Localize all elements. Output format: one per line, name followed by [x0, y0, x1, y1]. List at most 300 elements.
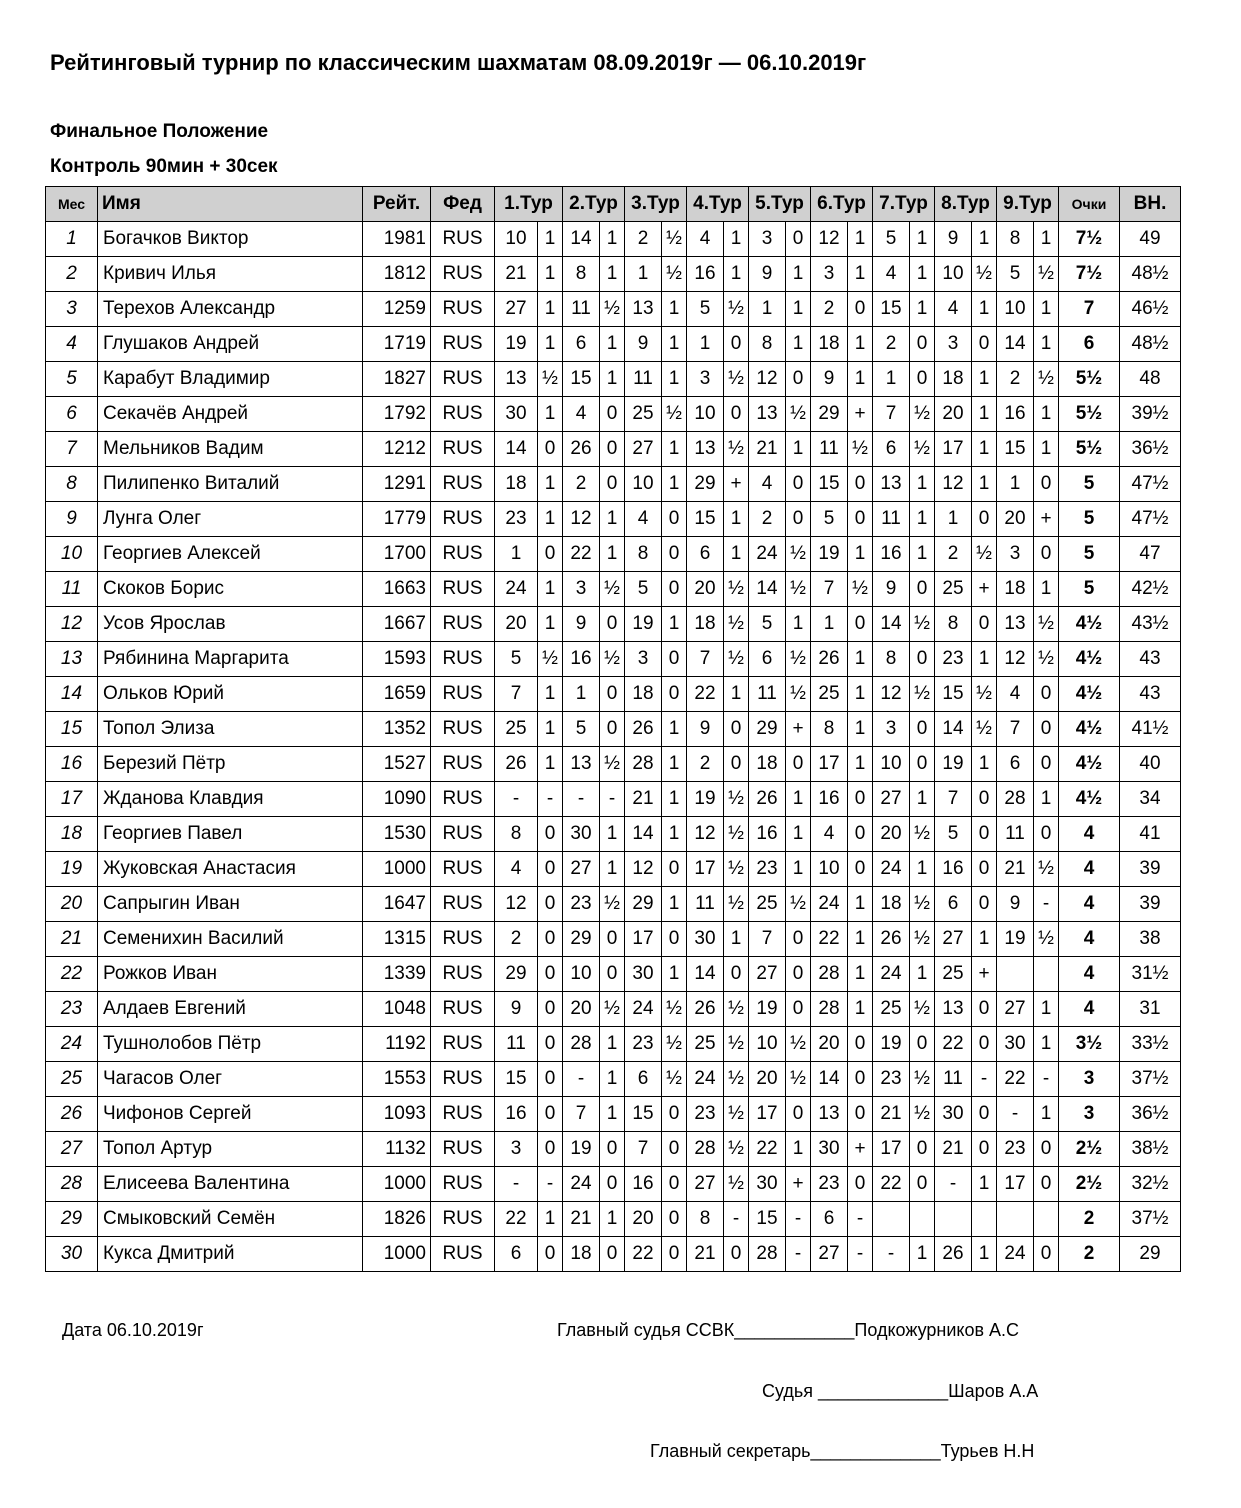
result-cell: 0: [662, 1237, 687, 1272]
points-cell: 5: [1059, 572, 1120, 607]
opponent-cell: 23: [811, 1167, 848, 1202]
result-cell: 0: [972, 502, 997, 537]
result-cell: ½: [538, 362, 563, 397]
result-cell: 0: [538, 1062, 563, 1097]
table-row: [46, 537, 1181, 572]
result-cell: ½: [662, 992, 687, 1027]
opponent-cell: 17: [749, 1097, 786, 1132]
opponent-cell: 12: [997, 642, 1034, 677]
result-cell: +: [1034, 502, 1059, 537]
opponent-cell: 24: [873, 957, 910, 992]
footer-judge: Судья _____________Шаров А.А: [762, 1381, 1039, 1401]
rating-cell: 1527: [363, 747, 431, 782]
opponent-cell: -: [997, 1097, 1034, 1132]
opponent-cell: 4: [811, 817, 848, 852]
opponent-cell: 2: [749, 502, 786, 537]
federation-cell: RUS: [431, 1167, 495, 1202]
place-cell: 9: [46, 502, 98, 537]
opponent-cell: 10: [935, 257, 972, 292]
table-row: [46, 1237, 1181, 1272]
result-cell: ½: [724, 852, 749, 887]
result-cell: ½: [724, 432, 749, 467]
points-cell: 5½: [1059, 432, 1120, 467]
points-cell: 5½: [1059, 362, 1120, 397]
result-cell: -: [1034, 887, 1059, 922]
result-cell: 0: [1034, 1132, 1059, 1167]
opponent-cell: 9: [687, 712, 724, 747]
result-cell: 1: [662, 362, 687, 397]
player-name-cell: Рожков Иван: [98, 957, 363, 992]
place-cell: 11: [46, 572, 98, 607]
tiebreak-cell: 32½: [1120, 1167, 1181, 1202]
place-cell: 3: [46, 292, 98, 327]
opponent-cell: 27: [811, 1237, 848, 1272]
opponent-cell: 22: [935, 1027, 972, 1062]
rating-cell: 1291: [363, 467, 431, 502]
federation-cell: RUS: [431, 642, 495, 677]
player-name-cell: Карабут Владимир: [98, 362, 363, 397]
opponent-cell: 4: [687, 222, 724, 257]
table-row: [46, 887, 1181, 922]
opponent-cell: 4: [563, 397, 600, 432]
player-name-cell: Богачков Виктор: [98, 222, 363, 257]
result-cell: 1: [786, 257, 811, 292]
table-row: [46, 362, 1181, 397]
opponent-cell: [997, 957, 1034, 992]
tiebreak-cell: 39: [1120, 887, 1181, 922]
result-cell: ½: [786, 1062, 811, 1097]
opponent-cell: 8: [749, 327, 786, 362]
opponent-cell: 18: [563, 1237, 600, 1272]
result-cell: ½: [786, 397, 811, 432]
result-cell: 0: [786, 922, 811, 957]
federation-cell: RUS: [431, 677, 495, 712]
opponent-cell: 9: [873, 572, 910, 607]
rating-cell: 1000: [363, 1167, 431, 1202]
player-name-cell: Жуковская Анастасия: [98, 852, 363, 887]
result-cell: ½: [786, 537, 811, 572]
opponent-cell: 8: [495, 817, 538, 852]
result-cell: 1: [910, 467, 935, 502]
result-cell: ½: [910, 887, 935, 922]
federation-cell: RUS: [431, 1062, 495, 1097]
result-cell: 1: [538, 222, 563, 257]
federation-cell: RUS: [431, 782, 495, 817]
footer-date: Дата 06.10.2019г: [62, 1320, 204, 1340]
result-cell: 1: [538, 607, 563, 642]
opponent-cell: 11: [873, 502, 910, 537]
opponent-cell: 26: [811, 642, 848, 677]
result-cell: 0: [724, 957, 749, 992]
result-cell: 0: [600, 712, 625, 747]
result-cell: +: [724, 467, 749, 502]
result-cell: 1: [972, 642, 997, 677]
opponent-cell: 19: [495, 327, 538, 362]
opponent-cell: 20: [997, 502, 1034, 537]
points-cell: 2: [1059, 1237, 1120, 1272]
result-cell: 1: [600, 817, 625, 852]
opponent-cell: 28: [563, 1027, 600, 1062]
result-cell: ½: [786, 887, 811, 922]
player-name-cell: Мельников Вадим: [98, 432, 363, 467]
federation-cell: RUS: [431, 1027, 495, 1062]
opponent-cell: 26: [749, 782, 786, 817]
result-cell: 1: [848, 677, 873, 712]
result-cell: ½: [724, 572, 749, 607]
result-cell: 0: [662, 502, 687, 537]
federation-cell: RUS: [431, 467, 495, 502]
result-cell: ½: [662, 1062, 687, 1097]
rating-cell: 1339: [363, 957, 431, 992]
opponent-cell: 10: [873, 747, 910, 782]
opponent-cell: 6: [997, 747, 1034, 782]
opponent-cell: 21: [935, 1132, 972, 1167]
opponent-cell: 19: [625, 607, 662, 642]
result-cell: 1: [848, 537, 873, 572]
result-cell: 0: [662, 1132, 687, 1167]
result-cell: 1: [724, 677, 749, 712]
opponent-cell: 22: [495, 1202, 538, 1237]
result-cell: ½: [1034, 922, 1059, 957]
result-cell: 0: [1034, 712, 1059, 747]
result-cell: 0: [600, 467, 625, 502]
table-row: [46, 397, 1181, 432]
table-row: [46, 992, 1181, 1027]
opponent-cell: 6: [687, 537, 724, 572]
result-cell: 1: [600, 1027, 625, 1062]
opponent-cell: 11: [997, 817, 1034, 852]
points-cell: 7: [1059, 292, 1120, 327]
result-cell: 0: [910, 1027, 935, 1062]
result-cell: +: [972, 957, 997, 992]
result-cell: 1: [538, 677, 563, 712]
player-name-cell: Березий Пётр: [98, 747, 363, 782]
opponent-cell: 5: [811, 502, 848, 537]
result-cell: 0: [972, 607, 997, 642]
result-cell: 1: [1034, 222, 1059, 257]
header-round-3: 3.Тур: [625, 187, 687, 222]
tiebreak-cell: 36½: [1120, 432, 1181, 467]
rating-cell: 1593: [363, 642, 431, 677]
opponent-cell: 17: [811, 747, 848, 782]
federation-cell: RUS: [431, 817, 495, 852]
result-cell: ½: [910, 922, 935, 957]
rating-cell: 1132: [363, 1132, 431, 1167]
result-cell: +: [972, 572, 997, 607]
player-name-cell: Кривич Илья: [98, 257, 363, 292]
opponent-cell: 6: [625, 1062, 662, 1097]
result-cell: 1: [1034, 1027, 1059, 1062]
result-cell: 1: [848, 327, 873, 362]
points-cell: 3½: [1059, 1027, 1120, 1062]
result-cell: 0: [972, 887, 997, 922]
result-cell: -: [972, 1062, 997, 1097]
opponent-cell: 14: [563, 222, 600, 257]
opponent-cell: 24: [997, 1237, 1034, 1272]
opponent-cell: 21: [997, 852, 1034, 887]
opponent-cell: 7: [563, 1097, 600, 1132]
table-row: [46, 1027, 1181, 1062]
opponent-cell: -: [563, 1062, 600, 1097]
header-round-2: 2.Тур: [563, 187, 625, 222]
result-cell: 1: [848, 887, 873, 922]
result-cell: 1: [662, 327, 687, 362]
rating-cell: 1792: [363, 397, 431, 432]
rating-cell: 1315: [363, 922, 431, 957]
opponent-cell: 14: [935, 712, 972, 747]
standings-table: [45, 186, 1181, 1272]
result-cell: 0: [724, 747, 749, 782]
result-cell: ½: [910, 1062, 935, 1097]
opponent-cell: 29: [495, 957, 538, 992]
opponent-cell: 18: [625, 677, 662, 712]
result-cell: ½: [662, 397, 687, 432]
points-cell: 7½: [1059, 257, 1120, 292]
opponent-cell: 16: [687, 257, 724, 292]
opponent-cell: 15: [495, 1062, 538, 1097]
opponent-cell: 21: [625, 782, 662, 817]
result-cell: 0: [662, 537, 687, 572]
opponent-cell: 28: [687, 1132, 724, 1167]
place-cell: 28: [46, 1167, 98, 1202]
rating-cell: 1192: [363, 1027, 431, 1062]
opponent-cell: 27: [625, 432, 662, 467]
result-cell: 0: [848, 502, 873, 537]
federation-cell: RUS: [431, 1202, 495, 1237]
table-row: [46, 1132, 1181, 1167]
result-cell: 1: [1034, 572, 1059, 607]
tiebreak-cell: 43: [1120, 677, 1181, 712]
result-cell: ½: [910, 397, 935, 432]
federation-cell: RUS: [431, 1132, 495, 1167]
result-cell: 1: [910, 1237, 935, 1272]
opponent-cell: 21: [687, 1237, 724, 1272]
opponent-cell: 1: [749, 292, 786, 327]
result-cell: 1: [848, 957, 873, 992]
result-cell: -: [724, 1202, 749, 1237]
opponent-cell: 15: [811, 467, 848, 502]
tiebreak-cell: 37½: [1120, 1062, 1181, 1097]
opponent-cell: 23: [749, 852, 786, 887]
result-cell: 1: [910, 537, 935, 572]
result-cell: ½: [910, 677, 935, 712]
result-cell: -: [538, 782, 563, 817]
result-cell: 1: [972, 292, 997, 327]
opponent-cell: 22: [749, 1132, 786, 1167]
result-cell: 1: [538, 327, 563, 362]
result-cell: ½: [724, 292, 749, 327]
opponent-cell: 9: [749, 257, 786, 292]
opponent-cell: 27: [749, 957, 786, 992]
result-cell: ½: [910, 607, 935, 642]
result-cell: 0: [662, 572, 687, 607]
result-cell: ½: [724, 1027, 749, 1062]
result-cell: -: [848, 1237, 873, 1272]
opponent-cell: [935, 1202, 972, 1237]
opponent-cell: 10: [997, 292, 1034, 327]
rating-cell: 1812: [363, 257, 431, 292]
result-cell: 0: [848, 1062, 873, 1097]
federation-cell: RUS: [431, 432, 495, 467]
header-round-4: 4.Тур: [687, 187, 749, 222]
player-name-cell: Топол Элиза: [98, 712, 363, 747]
result-cell: ½: [972, 677, 997, 712]
table-row: [46, 1062, 1181, 1097]
result-cell: ½: [786, 677, 811, 712]
result-cell: 1: [972, 467, 997, 502]
opponent-cell: 19: [563, 1132, 600, 1167]
place-cell: 5: [46, 362, 98, 397]
result-cell: 1: [972, 397, 997, 432]
result-cell: ½: [972, 712, 997, 747]
result-cell: 0: [910, 642, 935, 677]
opponent-cell: 22: [811, 922, 848, 957]
tiebreak-cell: 48: [1120, 362, 1181, 397]
result-cell: ½: [1034, 257, 1059, 292]
opponent-cell: 21: [873, 1097, 910, 1132]
result-cell: 0: [538, 1027, 563, 1062]
result-cell: 0: [972, 782, 997, 817]
header-round-8: 8.Тур: [935, 187, 997, 222]
footer-chief-judge: Главный судья ССВК____________Подкожурников А.С: [557, 1320, 1020, 1340]
opponent-cell: 9: [811, 362, 848, 397]
opponent-cell: 27: [997, 992, 1034, 1027]
result-cell: 0: [538, 852, 563, 887]
opponent-cell: 6: [563, 327, 600, 362]
place-cell: 25: [46, 1062, 98, 1097]
result-cell: 0: [600, 432, 625, 467]
opponent-cell: 13: [625, 292, 662, 327]
result-cell: 1: [724, 537, 749, 572]
rating-cell: 1000: [363, 852, 431, 887]
result-cell: 1: [600, 257, 625, 292]
result-cell: 1: [538, 1202, 563, 1237]
result-cell: 1: [600, 1202, 625, 1237]
opponent-cell: 25: [749, 887, 786, 922]
result-cell: 1: [724, 502, 749, 537]
tiebreak-cell: 41½: [1120, 712, 1181, 747]
player-name-cell: Жданова Клавдия: [98, 782, 363, 817]
tiebreak-cell: 48½: [1120, 257, 1181, 292]
opponent-cell: 18: [873, 887, 910, 922]
place-cell: 27: [46, 1132, 98, 1167]
result-cell: 1: [600, 327, 625, 362]
player-name-cell: Усов Ярослав: [98, 607, 363, 642]
result-cell: 1: [848, 222, 873, 257]
result-cell: 0: [972, 992, 997, 1027]
result-cell: ½: [662, 222, 687, 257]
opponent-cell: 8: [563, 257, 600, 292]
result-cell: 1: [848, 362, 873, 397]
place-cell: 19: [46, 852, 98, 887]
table-row: [46, 712, 1181, 747]
result-cell: 1: [724, 257, 749, 292]
points-cell: 4½: [1059, 782, 1120, 817]
tiebreak-cell: 31: [1120, 992, 1181, 1027]
points-cell: 5½: [1059, 397, 1120, 432]
result-cell: +: [786, 712, 811, 747]
place-cell: 23: [46, 992, 98, 1027]
points-cell: 3: [1059, 1062, 1120, 1097]
result-cell: -: [1034, 1062, 1059, 1097]
opponent-cell: 24: [495, 572, 538, 607]
opponent-cell: 25: [495, 712, 538, 747]
points-cell: 4: [1059, 887, 1120, 922]
result-cell: 0: [600, 607, 625, 642]
points-cell: 7½: [1059, 222, 1120, 257]
table-row: [46, 432, 1181, 467]
rating-cell: 1826: [363, 1202, 431, 1237]
federation-cell: RUS: [431, 887, 495, 922]
result-cell: 0: [662, 922, 687, 957]
opponent-cell: 10: [687, 397, 724, 432]
result-cell: +: [786, 1167, 811, 1202]
opponent-cell: 19: [811, 537, 848, 572]
opponent-cell: 21: [749, 432, 786, 467]
result-cell: 1: [848, 257, 873, 292]
result-cell: -: [848, 1202, 873, 1237]
result-cell: 1: [662, 432, 687, 467]
opponent-cell: 10: [749, 1027, 786, 1062]
opponent-cell: 14: [625, 817, 662, 852]
points-cell: 4: [1059, 957, 1120, 992]
result-cell: 0: [600, 1132, 625, 1167]
opponent-cell: 30: [687, 922, 724, 957]
result-cell: ½: [600, 887, 625, 922]
opponent-cell: 5: [495, 642, 538, 677]
result-cell: 0: [538, 1097, 563, 1132]
result-cell: 1: [600, 222, 625, 257]
result-cell: 1: [724, 222, 749, 257]
opponent-cell: 11: [811, 432, 848, 467]
tiebreak-cell: 38½: [1120, 1132, 1181, 1167]
opponent-cell: 2: [873, 327, 910, 362]
opponent-cell: 20: [563, 992, 600, 1027]
federation-cell: RUS: [431, 292, 495, 327]
result-cell: 0: [786, 502, 811, 537]
opponent-cell: 28: [811, 992, 848, 1027]
result-cell: 0: [910, 362, 935, 397]
result-cell: 0: [724, 712, 749, 747]
player-name-cell: Георгиев Павел: [98, 817, 363, 852]
opponent-cell: 24: [687, 1062, 724, 1097]
player-name-cell: Ольков Юрий: [98, 677, 363, 712]
opponent-cell: 18: [749, 747, 786, 782]
opponent-cell: 1: [997, 467, 1034, 502]
player-name-cell: Глушаков Андрей: [98, 327, 363, 362]
player-name-cell: Лунга Олег: [98, 502, 363, 537]
opponent-cell: 8: [811, 712, 848, 747]
result-cell: 0: [848, 817, 873, 852]
place-cell: 22: [46, 957, 98, 992]
result-cell: ½: [1034, 362, 1059, 397]
result-cell: 0: [972, 327, 997, 362]
result-cell: 1: [848, 747, 873, 782]
rating-cell: 1779: [363, 502, 431, 537]
place-cell: 4: [46, 327, 98, 362]
federation-cell: RUS: [431, 327, 495, 362]
opponent-cell: 15: [997, 432, 1034, 467]
opponent-cell: 18: [935, 362, 972, 397]
result-cell: 1: [724, 922, 749, 957]
opponent-cell: 11: [495, 1027, 538, 1062]
player-name-cell: Смыковский Семён: [98, 1202, 363, 1237]
place-cell: 8: [46, 467, 98, 502]
opponent-cell: 23: [997, 1132, 1034, 1167]
result-cell: 0: [600, 1237, 625, 1272]
opponent-cell: 9: [935, 222, 972, 257]
result-cell: -: [538, 1167, 563, 1202]
